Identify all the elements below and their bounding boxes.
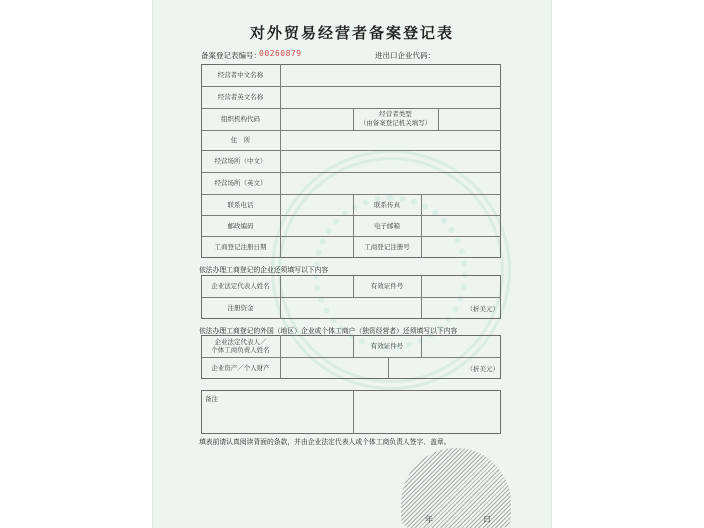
reg-no-label: 备案登记表编号：	[201, 51, 261, 60]
label-postcode: 邮政编码	[227, 222, 254, 230]
remarks-box	[201, 390, 501, 434]
label-assets: 企业资产／个人财产	[211, 364, 270, 372]
label-rep-line1: 企业法定代表人／	[214, 338, 267, 346]
date-day: 日	[483, 515, 491, 524]
label-reg-capital: 注册资金	[227, 304, 254, 312]
label-remarks: 备注	[205, 395, 218, 403]
label-premises-cn: 经营场所（中文）	[214, 157, 267, 165]
label-valid-id-1: 有效证件号	[370, 282, 404, 290]
label-operator-type: 经营者类型	[379, 110, 412, 118]
label-biz-reg-date: 工商登记注册日期	[214, 243, 267, 251]
label-premises-en: 经营场所（英文）	[214, 179, 267, 187]
date-year: 年	[425, 515, 433, 524]
label-email: 电子邮箱	[374, 222, 400, 230]
section2-heading: 依法办理工商登记的外国（地区）企业或个体工商户（独资经营者）还须填写以下内容	[199, 327, 458, 335]
label-en-name: 经营者英文名称	[217, 93, 264, 101]
reg-no-value: 00260879	[259, 49, 302, 58]
label-rep-line2: 个体工商负责人姓名	[211, 346, 270, 354]
label-biz-reg-no: 工商登记注册号	[364, 243, 410, 251]
label-phone: 联系电话	[227, 201, 254, 209]
section1-heading: 依法办理工商登记的企业还须填写以下内容	[199, 266, 329, 274]
label-unit-2: （折美元）	[466, 365, 499, 373]
label-unit-1: （折美元）	[466, 305, 499, 313]
label-operator-type-note: （由备案登记机关填写）	[359, 119, 432, 127]
form-title: 对外贸易经营者备案登记表	[249, 24, 454, 42]
label-fax: 联系传真	[374, 201, 400, 209]
label-residence: 住 所	[230, 136, 251, 144]
signature-stamp-area	[401, 448, 511, 528]
label-legal-rep: 企业法定代表人姓名	[211, 282, 270, 290]
label-valid-id-2: 有效证件号	[370, 342, 404, 350]
ie-code-label: 进出口企业代码：	[375, 51, 435, 60]
label-cn-name: 经营者中文名称	[217, 71, 264, 79]
label-org-code: 组织机构代码	[221, 115, 260, 123]
form-sheet	[152, 0, 552, 528]
footer-note: 填表前请认真阅读背面的条款，并由企业法定代表人或个体工商负责人签字、盖章。	[199, 438, 451, 446]
